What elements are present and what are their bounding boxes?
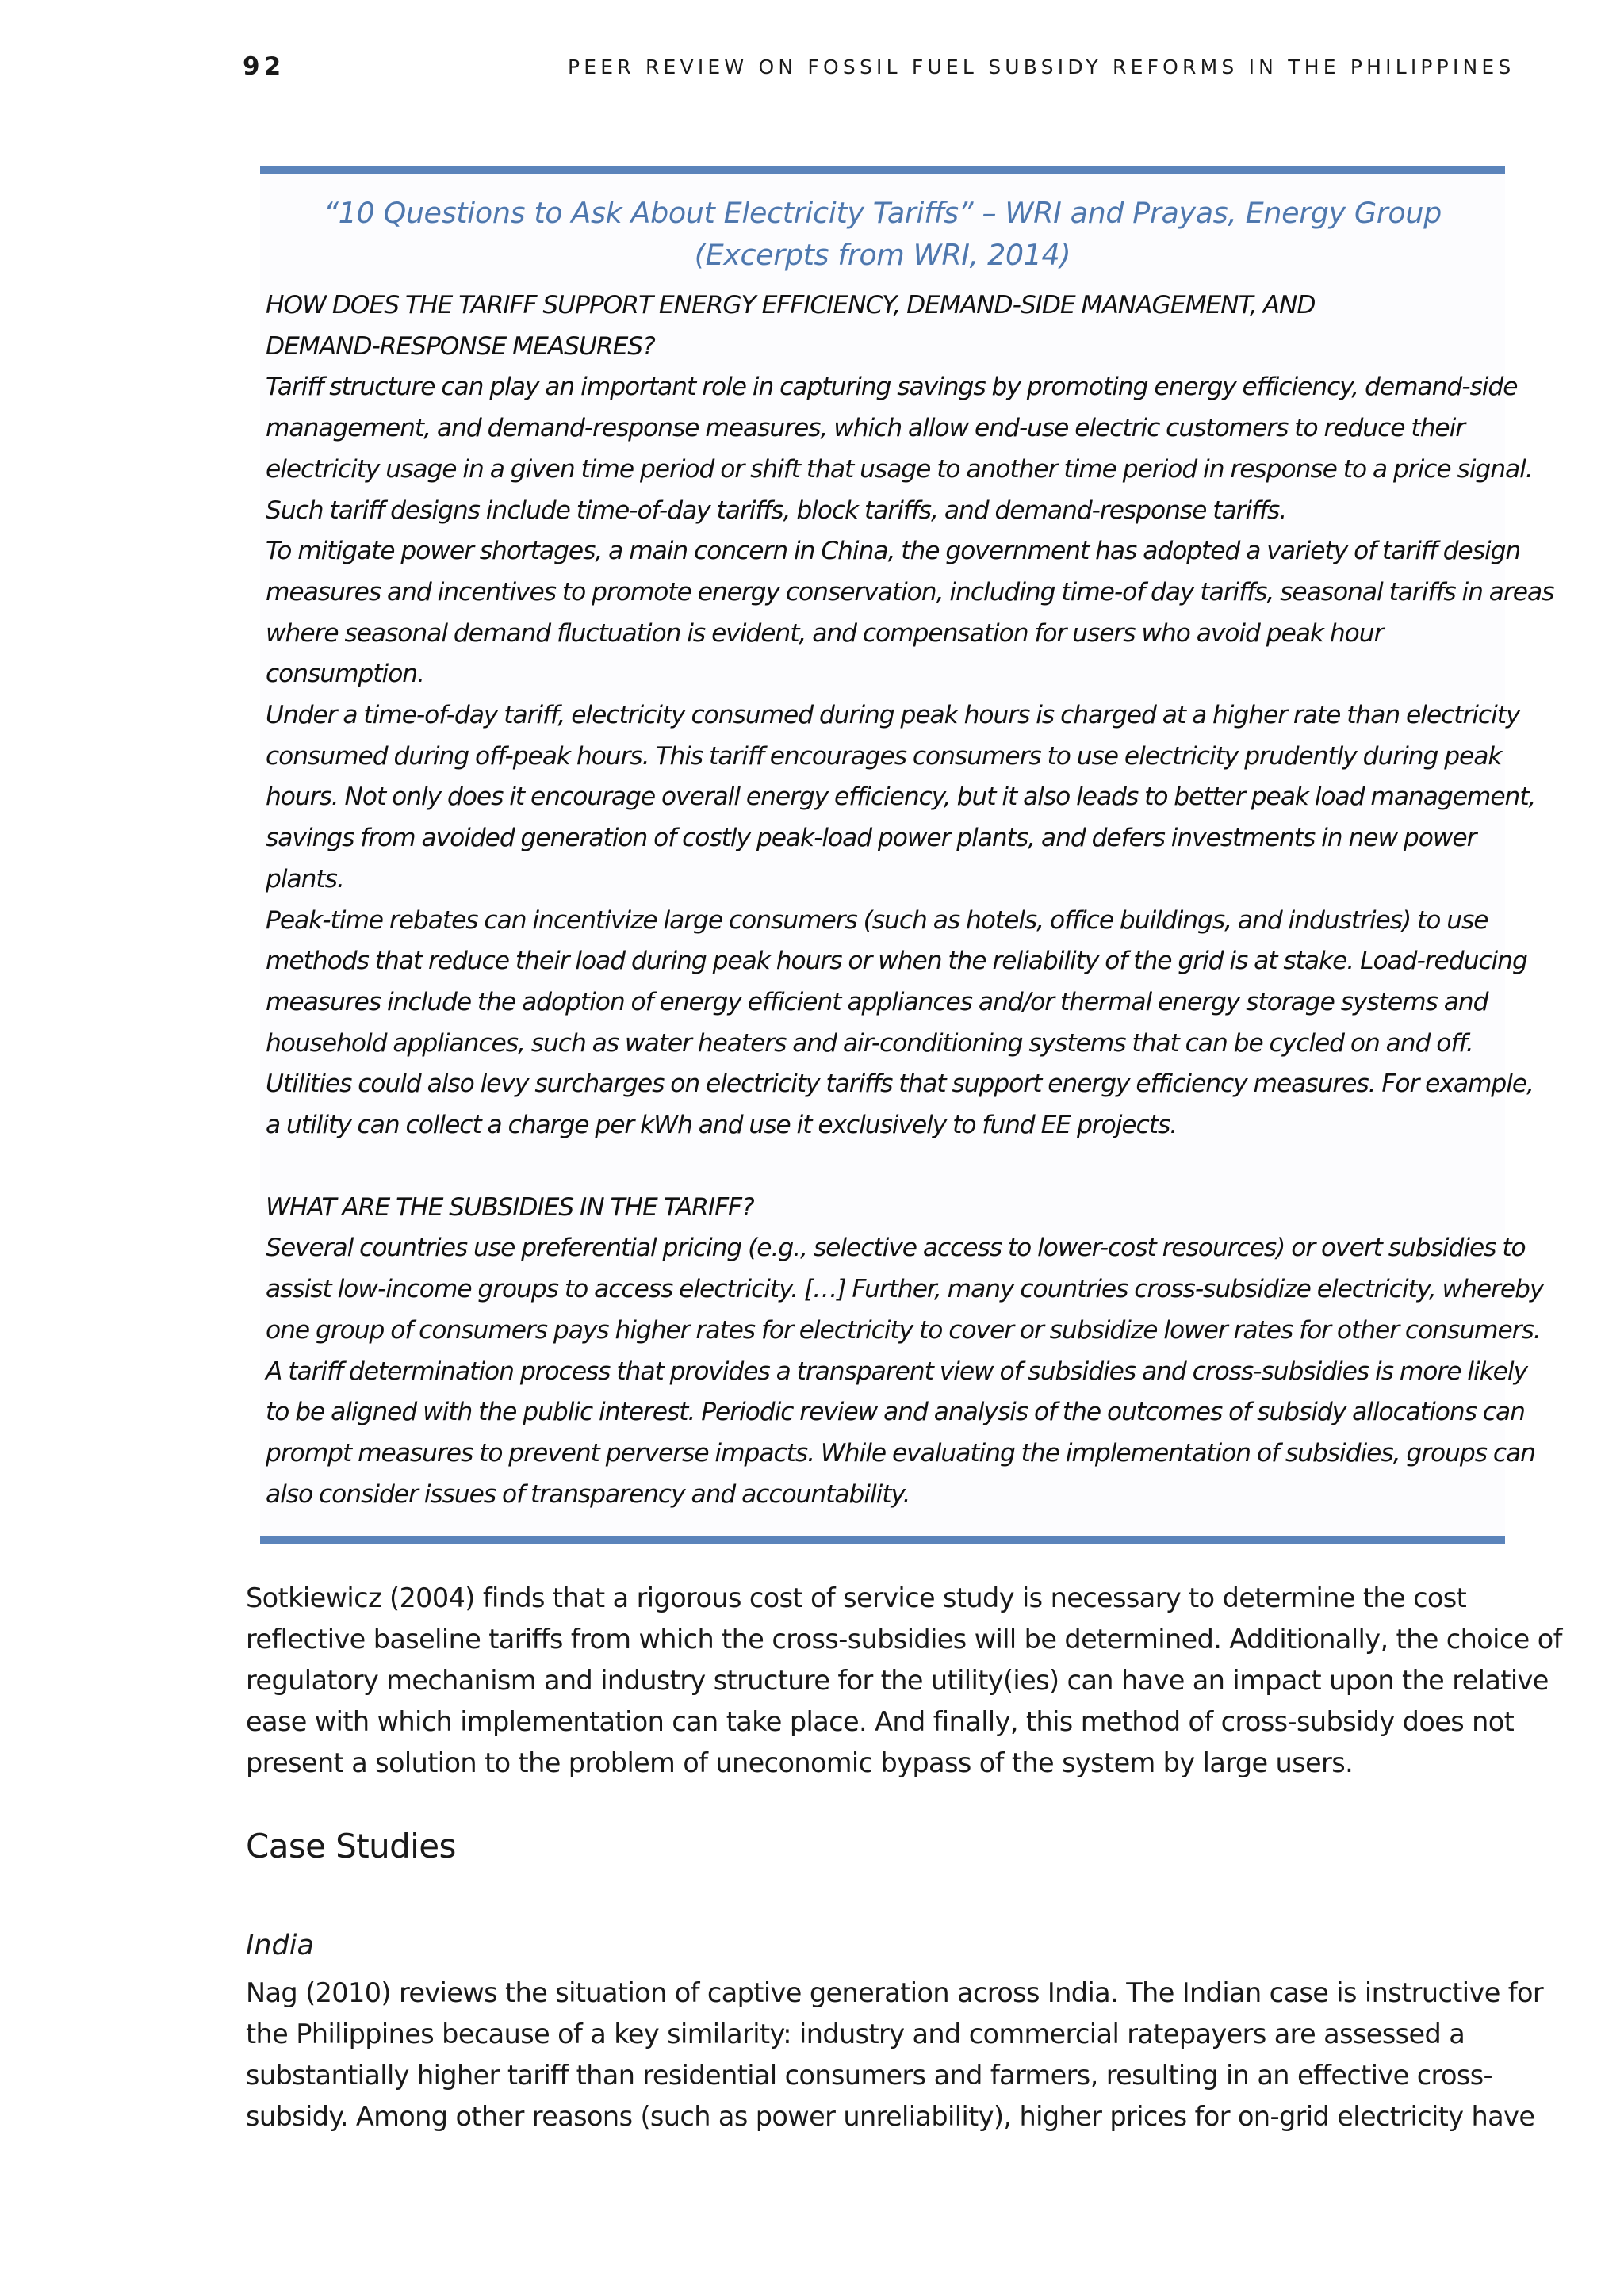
body-text-line: Sotkiewicz (2004) finds that a rigorous cost of service study is necessary to determine the cost: [246, 1582, 1467, 1613]
subsection-heading-india: India: [246, 1930, 314, 1961]
body-text-line: subsidy. Among other reasons (such as power unreliability), higher prices for on-grid electricity have: [246, 2101, 1535, 2132]
running-header: PEER REVIEW ON FOSSIL FUEL SUBSIDY REFORMS IN THE PHILIPPINES: [568, 55, 1515, 78]
page-number: 92: [243, 52, 285, 81]
box-text-line: savings from avoided generation of costly peak-load power plants, and defers investments in new power: [266, 824, 1477, 853]
body-text-line: regulatory mechanism and industry structure for the utility(ies) can have an impact upon the relative: [246, 1665, 1549, 1696]
box-spacer: [266, 1146, 1511, 1188]
box-text-line: consumed during off-peak hours. This tariff encourages consumers to use electricity prudently during peak: [266, 741, 1502, 771]
box-title: [260, 192, 1505, 276]
box-text-line: A tariff determination process that provides a transparent view of subsidies and cross-subsidies is more likely: [266, 1357, 1527, 1386]
box-title-line: “10 Questions to Ask About Electricity Tariffs” – WRI and Prayas, Energy Group: [324, 196, 1442, 230]
box-text-line: Tariff structure can play an important role in capturing savings by promoting energy efficiency, demand-side: [266, 373, 1518, 402]
body-paragraph-sotkiewicz: [246, 1578, 1562, 1784]
box-section1-heading-line: HOW DOES THE TARIFF SUPPORT ENERGY EFFICIENCY, DEMAND-SIDE MANAGEMENT, AND: [266, 291, 1316, 320]
box-text-line: to be aligned with the public interest. Periodic review and analysis of the outcomes of subsidy allocations can: [266, 1398, 1525, 1427]
box-body: [266, 285, 1554, 1515]
box-text-line: Utilities could also levy surcharges on electricity tariffs that support energy efficiency measures. For example,: [266, 1070, 1534, 1099]
box-text-line: Peak-time rebates can incentivize large consumers (such as hotels, office buildings, and industries) to use: [266, 905, 1488, 935]
box-text-line: Under a time-of-day tariff, electricity consumed during peak hours is charged at a higher rate than electricity: [266, 701, 1520, 730]
box-section2-heading: WHAT ARE THE SUBSIDIES IN THE TARIFF?: [266, 1192, 754, 1222]
box-text-line: measures and incentives to promote energy conservation, including time-of day tariffs, seasonal tariffs in areas: [266, 577, 1554, 607]
box-text-line: plants.: [266, 864, 344, 894]
box-text-line: electricity usage in a given time period or shift that usage to another time period in response to a price signal.: [266, 454, 1533, 484]
body-paragraph-india: [246, 1973, 1544, 2137]
box-section1-heading-line: DEMAND-RESPONSE MEASURES?: [266, 331, 655, 361]
box-text-line: where seasonal demand fluctuation is evident, and compensation for users who avoid peak hour: [266, 618, 1384, 648]
box-text-line: assist low-income groups to access electricity. […] Further, many countries cross-subsidize electricity, whereby: [266, 1275, 1544, 1304]
body-text-line: reflective baseline tariffs from which the cross-subsidies will be determined. Additionally, the choice of: [246, 1624, 1562, 1655]
box-text-line: hours. Not only does it encourage overall energy efficiency, but it also leads to better peak load management,: [266, 783, 1536, 812]
box-bottom-rule: [260, 1536, 1505, 1544]
body-text-line: ease with which implementation can take place. And finally, this method of cross-subsidy does not: [246, 1706, 1515, 1737]
box-text-line: one group of consumers pays higher rates for electricity to cover or subsidize lower rates for other consumers.: [266, 1315, 1541, 1345]
box-text-line: household appliances, such as water heaters and air-conditioning systems that can be cycled on and off.: [266, 1028, 1473, 1058]
box-text-line: management, and demand-response measures, which allow end-use electric customers to reduce their: [266, 414, 1465, 443]
box-text-line: prompt measures to prevent perverse impacts. While evaluating the implementation of subsidies, groups can: [266, 1438, 1535, 1468]
section-heading-case-studies: Case Studies: [246, 1827, 456, 1866]
box-text-line: measures include the adoption of energy efficient appliances and/or thermal energy storage systems and: [266, 987, 1488, 1016]
box-text-line: To mitigate power shortages, a main concern in China, the government has adopted a variety of tariff design: [266, 537, 1521, 566]
box-top-rule: [260, 166, 1505, 174]
box-text-line: Such tariff designs include time-of-day tariffs, block tariffs, and demand-response tariffs.: [266, 496, 1287, 525]
body-text-line: Nag (2010) reviews the situation of captive generation across India. The Indian case is instructive for: [246, 1977, 1544, 2008]
box-text-line: Several countries use preferential pricing (e.g., selective access to lower-cost resources) or overt subsidies to: [266, 1234, 1526, 1263]
body-text-line: present a solution to the problem of uneconomic bypass of the system by large users.: [246, 1747, 1354, 1778]
body-text-line: the Philippines because of a key similarity: industry and commercial ratepayers are assessed a: [246, 2019, 1465, 2049]
body-text-line: substantially higher tariff than residential consumers and farmers, resulting in an effective cross-: [246, 2060, 1493, 2091]
box-title-line: (Excerpts from WRI, 2014): [694, 238, 1071, 272]
box-text-line: methods that reduce their load during peak hours or when the reliability of the grid is at stake. Load-reducing: [266, 947, 1527, 976]
box-text-line: a utility can collect a charge per kWh and use it exclusively to fund EE projects.: [266, 1111, 1178, 1140]
box-text-line: consumption.: [266, 660, 424, 689]
box-text-line: also consider issues of transparency and accountability.: [266, 1479, 910, 1509]
